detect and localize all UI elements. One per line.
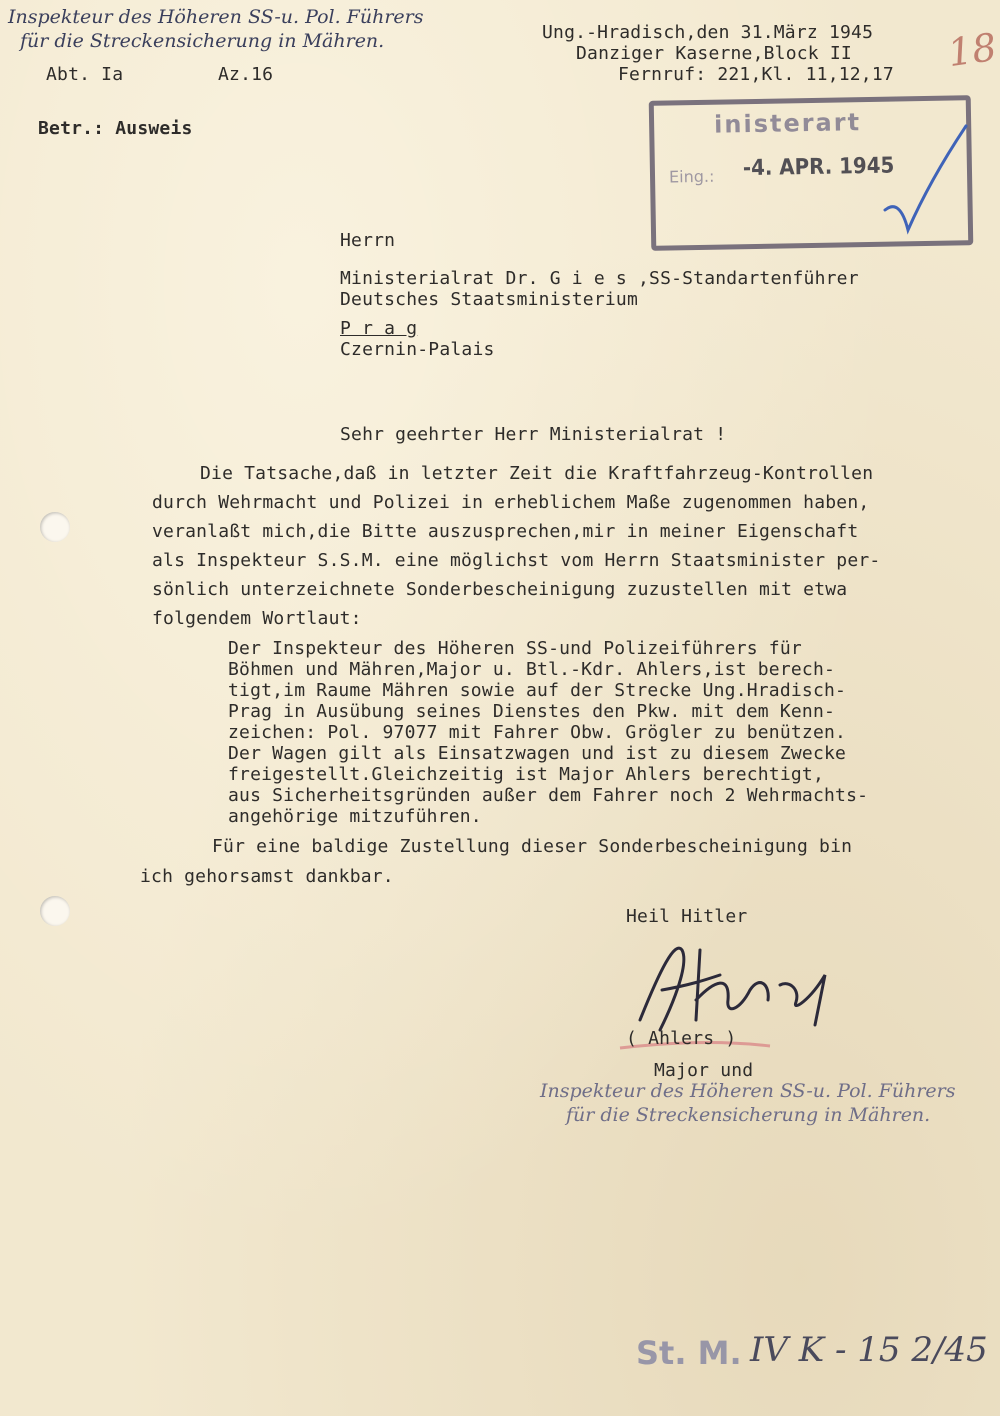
signature-stamp-line-2: für die Streckensicherung in Mähren. [566,1104,931,1126]
sign-off: Heil Hitler [626,906,748,927]
letterhead-line-1: Inspekteur des Höheren SS-u. Pol. Führers [8,6,424,28]
rank: Major und [654,1060,754,1081]
telephone: Fernruf: 221,Kl. 11,12,17 [618,64,894,85]
file-number: Az.16 [218,64,274,85]
body-line: sönlich unterzeichnete Sonderbescheinigung zuzustellen mit etwa [152,579,848,600]
recipient-salutation: Herrn [340,230,396,251]
file-reference-stamp: St. M. [636,1334,742,1372]
closing-line: ich gehorsamst dankbar. [140,866,394,887]
closing-line: Für eine baldige Zustellung dieser Sonderbescheinigung bin [212,836,853,857]
body-line: veranlaßt mich,die Bitte auszusprechen,mir in meiner Eigenschaft [152,521,859,542]
body-line: folgendem Wortlaut: [152,608,362,629]
blue-check-mark [880,120,970,240]
received-stamp-label: Eing.: [668,166,715,187]
quote-line: zeichen: Pol. 97077 mit Fahrer Obw. Grögler zu benützen. [228,722,847,743]
quote-line: Böhmen und Mähren,Major u. Btl.-Kdr. Ahlers,ist berech- [228,659,836,680]
signature-name: ( Ahlers ) [626,1028,737,1049]
quote-line: freigestellt.Gleichzeitig ist Major Ahlers berechtigt, [228,764,824,785]
body-line: als Inspekteur S.S.M. eine möglichst vom Herrn Staatsminister per- [152,550,881,571]
place-date-line-2: Danziger Kaserne,Block II [576,43,852,64]
quote-line: Der Inspekteur des Höheren SS-und Polizeiführers für [228,638,802,659]
recipient-city: P r a g [340,318,418,339]
recipient-office: Deutsches Staatsministerium [340,289,638,310]
place-date-line-1: Ung.-Hradisch,den 31.März 1945 [542,22,874,43]
quote-line: tigt,im Raume Mähren sowie auf der Strecke Ung.Hradisch- [228,680,847,701]
file-reference-handwritten: IV K - 15 2/45 [750,1330,988,1370]
punch-hole [40,512,70,542]
quote-line: aus Sicherheitsgründen außer dem Fahrer noch 2 Wehrmachts- [228,785,869,806]
body-line: Die Tatsache,daß in letzter Zeit die Kraftfahrzeug-Kontrollen [200,463,874,484]
greeting: Sehr geehrter Herr Ministerialrat ! [340,424,727,445]
punch-hole [40,896,70,926]
quote-line: Prag in Ausübung seines Dienstes den Pkw. mit dem Kenn- [228,701,836,722]
received-stamp-office: inisterart [713,108,862,139]
recipient-street: Czernin-Palais [340,339,495,360]
quote-line: angehörige mitzuführen. [228,806,482,827]
body-line: durch Wehrmacht und Polizei in erheblichem Maße zugenommen haben, [152,492,870,513]
letterhead-line-2: für die Streckensicherung in Mähren. [20,30,385,52]
subject-line: Betr.: Ausweis [38,118,193,139]
pencil-page-number: 18 [945,24,1000,76]
signature-stamp-line-1: Inspekteur des Höheren SS-u. Pol. Führers [540,1080,956,1102]
department: Abt. Ia [46,64,124,85]
quote-line: Der Wagen gilt als Einsatzwagen und ist zu diesem Zwecke [228,743,847,764]
received-stamp-date: -4. APR. 1945 [742,153,895,182]
recipient-name: Ministerialrat Dr. G i e s ,SS-Standartenführer [340,268,859,289]
